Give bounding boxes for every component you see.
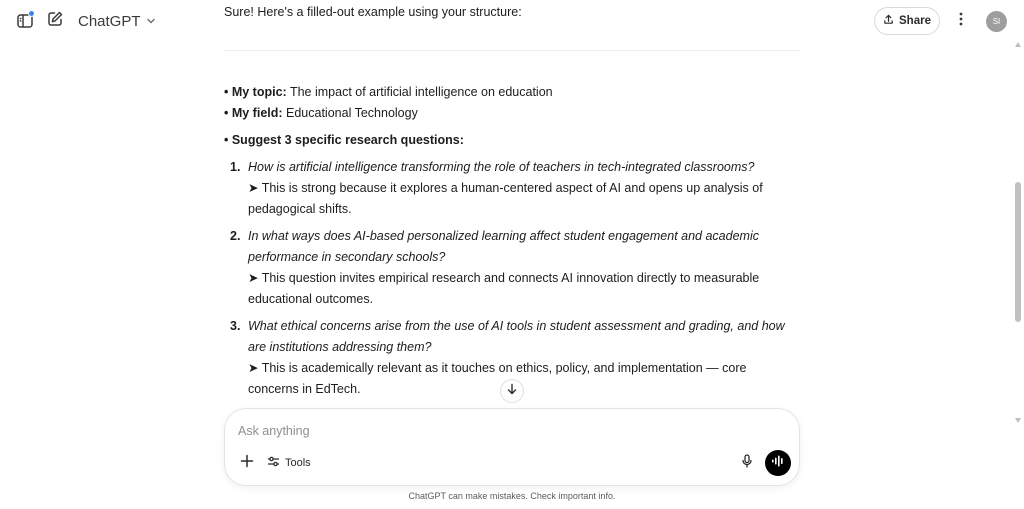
- bullet-value: Educational Technology: [282, 106, 418, 120]
- question-rationale: ➤ This question invites empirical research and connects AI innovation directly to measurable educational outcomes.: [248, 271, 760, 306]
- dictate-button[interactable]: [737, 453, 757, 473]
- divider: [224, 50, 800, 51]
- scrollbar-down-arrow[interactable]: [1015, 418, 1021, 423]
- new-chat-button[interactable]: [44, 10, 66, 32]
- list-item-body: [248, 226, 800, 310]
- prompt-input[interactable]: [238, 421, 778, 441]
- bullet-field: [224, 103, 418, 124]
- tools-label: Tools: [285, 457, 311, 469]
- share-button[interactable]: [874, 7, 940, 35]
- list-number: 1.: [230, 160, 241, 174]
- scrollbar-up-arrow[interactable]: [1015, 42, 1021, 47]
- question-text: In what ways does AI-based personalized learning affect student engagement and academic performance in secondary schools?: [248, 229, 759, 264]
- voice-mode-button[interactable]: [765, 450, 791, 476]
- sliders-icon: [267, 455, 280, 471]
- share-label: Share: [899, 15, 931, 27]
- upload-icon: [883, 14, 894, 28]
- question-text: What ethical concerns arise from the use of AI tools in student assessment and grading, and how are institutions addressing them?: [248, 319, 785, 354]
- more-options-button[interactable]: [950, 10, 972, 32]
- bullet-label: • My topic:: [224, 85, 287, 99]
- model-selector[interactable]: [72, 8, 162, 34]
- more-vertical-icon: [959, 12, 963, 31]
- scrollbar-thumb[interactable]: [1015, 182, 1021, 322]
- disclaimer-text: ChatGPT can make mistakes. Check important info.: [408, 491, 616, 501]
- model-label: ChatGPT: [78, 12, 141, 30]
- scroll-to-bottom-button[interactable]: [500, 379, 524, 403]
- bullet-label: • My field:: [224, 106, 283, 120]
- plus-icon: [240, 454, 254, 473]
- compose-icon: [46, 10, 64, 33]
- sidebar-toggle-button[interactable]: [14, 10, 36, 32]
- bullet-topic: [224, 82, 553, 103]
- bullet-questions-heading: [224, 130, 464, 151]
- question-text: How is artificial intelligence transforming the role of teachers in tech-integrated classrooms?: [248, 160, 755, 174]
- sidebar-icon: [16, 12, 34, 30]
- message-intro: Sure! Here's a filled-out example using your structure:: [224, 5, 522, 19]
- bullet-value: The impact of artificial intelligence on education: [286, 85, 553, 99]
- tools-button[interactable]: [267, 453, 311, 473]
- microphone-icon: [741, 454, 753, 473]
- notification-dot: [28, 10, 35, 17]
- list-item-body: [248, 316, 800, 400]
- attach-button[interactable]: [237, 453, 257, 473]
- avatar-initials: SI: [992, 17, 1001, 26]
- chevron-down-icon: [146, 13, 156, 30]
- arrow-down-icon: [506, 382, 518, 400]
- question-rationale: ➤ This is strong because it explores a human-centered aspect of AI and opens up analysis of pedagogical shifts.: [248, 181, 763, 216]
- list-number: 2.: [230, 229, 241, 243]
- question-rationale: ➤ This is academically relevant as it touches on ethics, policy, and implementation — core concerns in EdTech.: [248, 361, 747, 396]
- bullet-label: • Suggest 3 specific research questions:: [224, 133, 464, 147]
- list-item-body: [248, 157, 800, 220]
- list-number: 3.: [230, 319, 241, 333]
- page-scrollbar[interactable]: [1012, 42, 1024, 432]
- user-avatar[interactable]: [986, 11, 1007, 32]
- waveform-icon: [771, 454, 785, 472]
- composer: [224, 408, 800, 486]
